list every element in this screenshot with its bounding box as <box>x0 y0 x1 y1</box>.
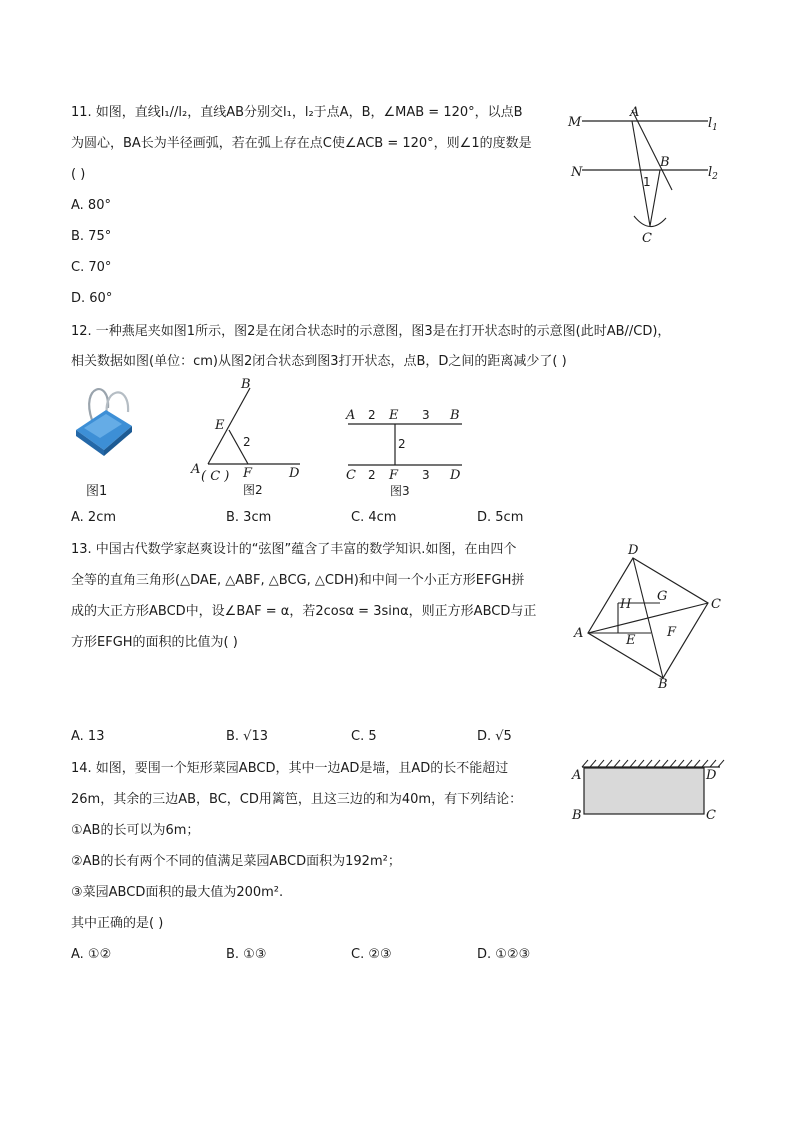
fig2-label-e: E <box>215 418 225 433</box>
fig3-label-a: A <box>346 408 356 423</box>
segment-ac <box>632 121 650 226</box>
label-b: B <box>660 155 670 170</box>
q11-option-d[interactable]: D. 60° <box>71 291 113 306</box>
q11-line3: ( ) <box>71 167 86 182</box>
garden-rectangle <box>584 768 704 814</box>
q12-fig2 <box>188 376 308 496</box>
label-b: B <box>658 677 668 692</box>
q14-option-b[interactable]: B. ①③ <box>226 947 267 962</box>
q13-line1: 13. 中国古代数学家赵爽设计的“弦图”蕴含了丰富的数学知识.如图，在由四个 <box>71 542 517 557</box>
label-e: E <box>626 633 636 648</box>
fig3-label-3-bottom: 3 <box>422 468 430 482</box>
q13-line3: 成的大正方形ABCD中，设∠BAF = α，若2cosα = 3sinα，则正方形ABCD与正 <box>71 604 537 619</box>
fig2-label-c: ( C ) <box>201 469 230 484</box>
q14-line1: 14. 如图，要围一个矩形菜园ABCD，其中一边AD是墙，且AD的长不能超过 <box>71 761 509 776</box>
fig2-label-b: B <box>241 377 251 392</box>
q11-figure <box>560 100 730 250</box>
label-a: A <box>630 105 640 120</box>
segment-bc <box>650 170 660 226</box>
q13-option-c[interactable]: C. 5 <box>351 729 377 744</box>
q13-option-b[interactable]: B. √13 <box>226 729 269 744</box>
label-l1: $l_1$ <box>708 116 718 133</box>
fig3-label-2-vertical: 2 <box>398 437 406 451</box>
label-h: H <box>620 597 632 612</box>
q12-option-c[interactable]: C. 4cm <box>351 510 397 525</box>
label-d: D <box>706 768 717 783</box>
label-c: C <box>642 231 652 246</box>
q14-line4: ②AB的长有两个不同的值满足菜园ABCD面积为192m²； <box>71 854 401 869</box>
label-a: A <box>574 626 584 641</box>
fig3-label-3-top: 3 <box>422 408 430 422</box>
label-f: F <box>667 625 677 640</box>
label-g: G <box>657 589 668 604</box>
q14-option-c[interactable]: C. ②③ <box>351 947 392 962</box>
label-angle-1: 1 <box>643 175 651 189</box>
q11-option-a[interactable]: A. 80° <box>71 198 111 213</box>
q14-option-d[interactable]: D. ①②③ <box>477 947 531 962</box>
q14-line5: ③菜园ABCD面积的最大值为200m². <box>71 885 284 900</box>
q14-figure-garden <box>568 756 728 828</box>
fig3-label-2-top: 2 <box>368 408 376 422</box>
q12-fig1-caption: 图1 <box>86 484 108 499</box>
q14-line6: 其中正确的是( ) <box>71 916 164 931</box>
label-b: B <box>572 808 582 823</box>
fig3-label-d: D <box>450 468 461 483</box>
q13-option-d[interactable]: D. √5 <box>477 729 512 744</box>
q13-line4: 方形EFGH的面积的比值为( ) <box>71 635 238 650</box>
q12-fig3 <box>340 402 470 498</box>
q13-option-a[interactable]: A. 13 <box>71 729 105 744</box>
wall-hatching <box>582 760 724 767</box>
fig2-caption: 图2 <box>243 483 263 496</box>
label-a: A <box>572 768 582 783</box>
line-ab <box>632 110 672 190</box>
fig3-label-c: C <box>346 468 356 483</box>
q14-line3: ①AB的长可以为6m； <box>71 823 200 838</box>
q12-option-a[interactable]: A. 2cm <box>71 510 117 525</box>
q11-option-c[interactable]: C. 70° <box>71 260 112 275</box>
q12-line2: 相关数据如图(单位：cm)从图2闭合状态到图3打开状态，点B，D之间的距离减少了( ) <box>71 354 567 369</box>
fig3-caption: 图3 <box>390 484 410 498</box>
label-l2: $l_2$ <box>708 165 718 182</box>
fig3-label-e: E <box>389 408 399 423</box>
q13-figure-xian-tu <box>568 540 728 692</box>
fig2-label-2: 2 <box>243 435 251 449</box>
q12-line1: 12. 一种燕尾夹如图1所示，图2是在闭合状态时的示意图，图3是在打开状态时的示意图(此时AB//CD)， <box>71 324 671 339</box>
label-c: C <box>711 597 721 612</box>
label-d: D <box>628 543 639 558</box>
q14-option-a[interactable]: A. ①② <box>71 947 112 962</box>
fig2-label-f: F <box>243 466 253 481</box>
q11-line1: 11. 如图，直线l₁//l₂，直线AB分别交l₁，l₂于点A，B，∠MAB = 120°，以点B <box>71 105 523 120</box>
fig2-label-a: A <box>191 462 201 477</box>
q11-option-b[interactable]: B. 75° <box>71 229 112 244</box>
segment-dh-b <box>633 558 663 678</box>
q11-line2: 为圆心，BA长为半径画弧，若在弧上存在点C使∠ACB = 120°，则∠1的度数是 <box>71 136 532 151</box>
fig3-label-f: F <box>389 468 399 483</box>
fig3-label-b: B <box>450 408 460 423</box>
q13-line2: 全等的直角三角形(△DAE, △ABF, △BCG, △CDH)和中间一个小正方形EFGH拼 <box>71 573 525 588</box>
fig2-label-d: D <box>289 466 300 481</box>
q12-fig1-binder-clip <box>70 380 140 460</box>
label-m: M <box>568 115 582 130</box>
q12-option-d[interactable]: D. 5cm <box>477 510 524 525</box>
label-n: N <box>571 165 583 180</box>
label-c: C <box>706 808 716 823</box>
fig3-label-2-bottom: 2 <box>368 468 376 482</box>
q12-option-b[interactable]: B. 3cm <box>226 510 272 525</box>
q14-line2: 26m，其余的三边AB，BC，CD用篱笆，且这三边的和为40m，有下列结论： <box>71 792 523 807</box>
